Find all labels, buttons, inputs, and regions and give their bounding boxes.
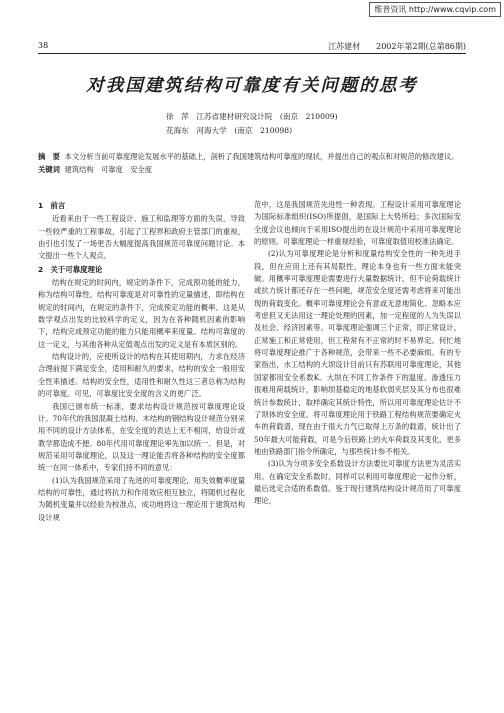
paragraph: 近看来由于一些工程设计、施工和监理等方面的失误，导致一些较严重的工程事故，引起了工程界和政府主管部门的重视，由引也引发了一场更否大幅度提高我国规范可靠度问题讨论。本文提出一些个人观点。 [38,214,245,261]
abstract-text: 本文分析当前可靠度理论发展水平的基础上，剖析了我国建筑结构可靠度的现状，并提出自己的观点和对规范的修改建议。 [64,152,459,161]
left-column [38,199,245,524]
paragraph: (3)认为分项多安全系数设计方法要比可靠度方法更为灵活实用。在确定安全系数时，同样可以利用可靠度理论一起作分析，最后选定合适的系数值。鉴于现行建筑结构设计规范用了可靠度理论， [254,459,461,506]
abstract [38,151,466,176]
paragraph: 我国已颁布统一标准，要求结构设计规范按可靠度理论设计。70年代的我国混凝土结构、木结构的钢结构设计规范分别采用不同的设计方法体系，在安全度的表达上无不相同，给设计或教学都造成不便。80年代用可靠度理论率先加以统一。但是，对规范采用可靠度理论，以及这一理论能否将各种结构的安全度都统一在同一体系中，专家们持不同的意见： [38,401,245,473]
keywords [38,164,466,177]
abstract-label: 摘 要 [38,152,60,161]
author-line-2: 花海东 河海大学 (南京 210098) [166,126,293,135]
journal-info: 江苏建材 2002年第2期(总第86期) [328,42,466,51]
right-column [254,199,461,508]
authors [166,110,338,138]
author-line-1: 徐 萍 江苏省建材研究设计院 (南京 210009) [166,112,338,121]
paragraph: (2)认为可靠度理论是分析和度量结构安全性的一种先进手段，但在应用上还有其局限性，理论本身也有一些方面未能突破。用概率可靠度理论需要进行大量数据统计，但不论荷载统计或抗力统计都还存在一些问题，规范安全度还需考虑将来可能出现的荷载变化。概率可靠度理论会有意或无意地简化、忽略本应考虑但又无法用这一理论处理的因素，加一定程度的人为失误以及社会、经济因素等。可靠度理论强调三个正常，即正常设计，正常施工和正常使用，但工程常有不正常的时不易界定。何忙地将可靠度理论推广于各种规范，会带来一些不必要麻烦。有的专家指出，水工结构的大坝设计目前只有苏联用可靠度理论，其他国家都用安全系数K。大坝在不同工作条件下的温度、渗透压力很难用荷载统计，影响坝基稳定的地基软弱夹层及其分布也很难统计参数统计，取样确定其统计特性，所以用可靠度理论估计不了坝体的安全度。将可靠度理论用于铁路工程结构规范要确定火车的荷载谱，现在由于很大力气已取得上万条的载谱，统计出了50年最大可能荷载，可是今后铁路上的火车荷载及其变化，更多地由铁路部门指令所确定，与那些统计参不相关。 [254,249,461,456]
keywords-label: 关键词 [38,164,60,174]
watermark: 维普资讯 http://www.cqvip.com [369,2,501,17]
running-head [38,41,466,54]
paragraph: 结构在规定的时间内，规定的条件下，完成预功能的能力，称为结构可靠性。结构可靠度是对可靠性的定量描述，即结构在规定的时间内，在规定的条件下，完成预定功能的概率。这是从数学观点出发的比较科学的定义，因为在各种随机因素的影响下，结构完成预定功能的能力只能用概率来度量。结构可靠度的这一定义，与其他各种从定值观点出发的定义是有本质区别的。 [38,278,245,349]
keywords-text: 建筑结构 可靠度 安全度 [64,164,153,174]
section-1-heading: 1 前言 [38,201,66,210]
paragraph: (1)认为我国规范采用了先进的可靠度理论，用失效概率度量结构的可靠性，通过将抗力和作用效应相互独立，将随机过程化为随机变量并以经验为校准点，成功地将这一理论用于建筑结构设计规 [38,475,245,522]
page-number: 38 [38,41,49,50]
paragraph: 范中，这是我国规范先进性一种表现。工程设计采用可靠度理论为国际标准组织(ISO)所提倡，是国际上大势所趋；多次国际安全度会议也倾向于采用ISO提出的在设计规范中采用可靠度理论的原则。可靠度理论一样重视经验，可靠度取值用校准法确定。 [254,200,461,247]
abstract-paragraph [38,151,466,164]
paragraph: 结构设计的，应使所设计的结构在其使用期内，力求在经济合理前提下满足安全，适用和耐久的要求，结构的安全一般用安全性来描述。结构的安全性，适用性和耐久性这三者总称为结构的可靠度。可见，可靠度比安全度的含义的更广泛。 [38,352,245,399]
paper-title: 对我国建筑结构可靠度有关问题的思考 [86,76,418,96]
section-2-heading: 2 关于可靠度理论 [38,264,103,274]
